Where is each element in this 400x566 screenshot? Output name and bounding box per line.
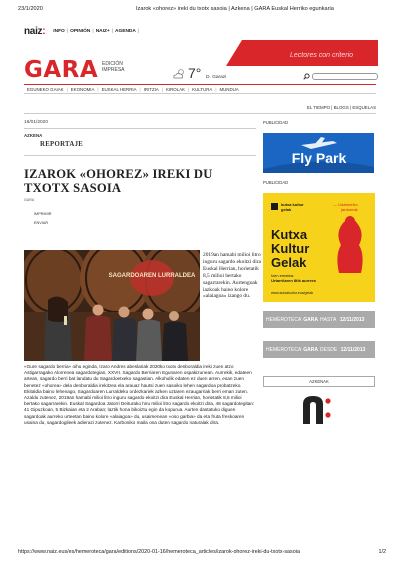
nav-item-mundua[interactable]: MUNDUA [219,86,239,92]
kutxa-ad-art [263,193,375,302]
cloud-sun-icon [172,68,186,80]
footer-page-number: 1/2 [378,549,386,555]
search-input[interactable] [312,73,378,80]
promo-text: Lectores con criterio [290,52,354,59]
article-byline: GARA [24,198,35,202]
kutxa-title-line1: Kutxa [271,227,308,242]
kutxa-signup-date: Urtarrilaren 8tik aurrera [271,278,316,283]
naiz-links: INFO | OPINIÓN | NAIZ+ | AGENDA | [53,29,140,34]
article-photo [24,250,200,361]
article-date: 16/01/2020 [24,120,49,125]
naiz-link-agenda[interactable]: AGENDA [115,29,136,34]
flypark-logo-text: Fly Park [291,150,347,166]
ad-label: PUBLICIDAD [263,120,289,125]
naiz-n-logo[interactable] [301,392,331,426]
naiz-bar [24,26,376,37]
main-nav: EGUNEKO GAIAK | EKONOMIA | EUSKAL HERRIA | IRITZIA | KIROLAK | KULTURA | MUNDUA [24,84,376,94]
nav-item-eguneko-gaiak[interactable]: EGUNEKO GAIAK [27,86,64,92]
promo-banner-cut [226,40,242,66]
print-date: 23/1/2020 [18,6,43,12]
edition-label: EDICIÓN IMPRESA [102,61,125,73]
hemeroteca-until[interactable]: HEMEROTECA GARA HASTA 12/11/2013 [263,311,375,328]
article-headline: IZAROK «OHOREZ» IREKI DU TXOTX SASOIA [24,167,213,196]
weather-place: D. Garazi [206,75,227,80]
weather-temperature: 7° [188,65,202,81]
hemeroteca-since[interactable]: HEMEROTECA GARA DESDE 12/11/2013 [263,341,375,358]
kutxa-kultur-ad[interactable] [263,193,375,302]
print-link[interactable]: IMPRIMIR [34,212,52,216]
nav-item-ekonomia[interactable]: EKONOMIA [70,86,95,92]
kutxa-url: www.kutxakultur.eus/gelak [271,291,314,295]
kutxa-title-line2: Kultur [271,241,310,256]
footer-url: https://www.naiz.eus/es/hemeroteca/gara/editions/2020-01-16/hemeroteca_articles/izarok-ohorez-ireki-du-txotx-sasoia [18,549,300,555]
article-body: «Gure sagardo berria» oihu eginda, Izaro Andres abeslariak 2020ko txotx denboraldia ireki zuen atzo Astigarragako Alorrenea sagardotegian, XXVII. Sagardo Berriaren Egunaren ospakizunean. Aurrekik, edateen artean, sagardo berri bat landatu du Sagardoetxeko sagastian. Alkoholik edaten ez duen arren, esan zuen benetez «ohorea» dela denboraldia irekitzea ela arauaz hautsi zuen sasoiko lehen sagardoa probatzeko. Ekitaldia baino lehenago, Sagardoaren Lurraldeko ordezkariek azken uztaren ezaugarriak berri eman zuten. Azaldu zutenez, 2019an hamabi milioi litro inguru sagardo ekoitzi dira Euskal Herrian, horietatik 8,5 milioi bertako sagarrarekin. Euskal Sagardoa Jatorri Deiturako hiru milioi litro sagardo ekoitzi dira, 48 sagardotegitan: 41 Gipuzkoan, 5 Bizkaian eta 2 Araban; laztik hona bikoiztu egin da kopurua. Aurten dastatuko diguen sagardoak aurreko urteetan baino kolore «alaiagoa» du, usaimenean «oso garbia» da eta fruta freskoaren usaina du, sagardogileek adierazi zutenez. Karboniko maila ona duten sagardo naturalak dira. [24,364,255,425]
kutxa-brand-line2: gelak [281,207,292,212]
nav-item-euskal-herria[interactable]: EUSKAL HERRIA [101,86,137,92]
print-header [18,6,386,16]
naiz-link-info[interactable]: INFO [53,29,65,34]
naiz-logo[interactable]: naiz: [24,26,46,37]
search-area [303,72,378,81]
gara-logo[interactable]: GARA [24,57,99,83]
article-intro: 2019an hamabi milioi litro inguru sagardo ekoitzi dira Euskal Herrian, horietatik 8,5 milioi bertako sagarrarekin. Aurtengoak iazkoak baino kolore «alaiagoa» izango du. [203,252,261,300]
weather-widget[interactable] [172,65,227,81]
nav-item-iritzia[interactable]: IRITZIA [143,86,159,92]
photo-sign-text: SAGARDOAREN LURRALDEA [108,273,196,279]
article-rule-2 [24,155,256,156]
genre-label: REPORTAJE [40,141,84,148]
nav-item-kultura[interactable]: KULTURA [192,86,213,92]
ad-label-2: PUBLICIDAD [263,180,289,185]
print-title: Izarok «ohorez» ireki du txotx sasoia | Azkena | GARA Euskal Herriko egunkaria [136,6,334,12]
sub-nav[interactable]: EL TIEMPO | BLOGS | ESQUELAS [306,105,376,110]
search-icon[interactable] [303,73,310,80]
kutxa-season-line1: — Udaberriko [333,202,358,207]
article-rule [24,128,256,129]
naiz-link-naizplus[interactable]: NAIZ+ [95,29,110,34]
flypark-ad-art [263,133,374,173]
naiz-link-opinion[interactable]: OPINIÓN [70,29,91,34]
section-label[interactable]: AZKENA [24,133,43,138]
article-photo-image [24,250,200,361]
azkenak-tab[interactable]: AZKENAK [263,376,375,387]
header-divider [24,113,376,114]
kutxa-title-line3: Gelak [271,255,307,270]
nav-item-kirolak[interactable]: KIROLAK [165,86,185,92]
kutxa-season-line2: jarduerak [341,207,358,212]
kutxa-brand-line1: kutxa kultur [281,202,304,207]
send-link[interactable]: ENVIAR [34,221,49,225]
kutxa-signup-label: Izen ematea: [271,273,295,278]
flypark-ad[interactable] [263,133,374,173]
